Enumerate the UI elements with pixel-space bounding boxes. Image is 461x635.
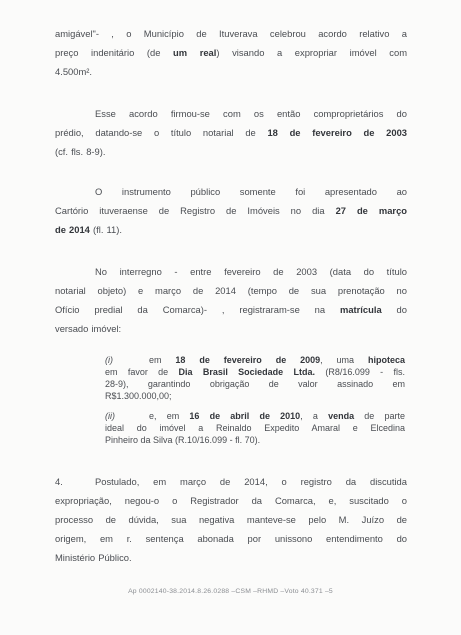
paragraph-4-line-1 <box>55 262 407 281</box>
text: amigável"- , o Município de Ituverava celebrou acordo relativo a <box>55 28 407 39</box>
bold-text: um real <box>173 47 217 58</box>
text: em favor de <box>105 367 179 377</box>
text: ideal do imóvel a Reinaldo Expedito Amaral e Elcedina <box>105 423 405 433</box>
paragraph-number: 4. <box>55 476 63 487</box>
list-item-ii-line-2 <box>105 422 405 434</box>
text: origem, em r. sentença abonada por unissono entendimento do <box>55 533 407 544</box>
paragraph-5-line-2 <box>55 491 407 510</box>
text: ) visando a expropriar imóvel com <box>216 47 408 58</box>
bold-text: venda <box>328 411 355 421</box>
text: No interregno - entre fevereiro de 2003 (data do título <box>95 266 407 277</box>
text: de parte <box>354 411 405 421</box>
bold-text: 18 de fevereiro de 2003 <box>267 127 407 138</box>
text: O instrumento público somente foi apresentado ao <box>95 186 407 197</box>
paragraph-1-line-3 <box>55 62 407 81</box>
paragraph-4-line-2 <box>55 281 407 300</box>
paragraph-2-line-2 <box>55 123 407 142</box>
paragraph-1-line-1 <box>55 24 407 43</box>
text: (R8/16.099 - fls. <box>315 367 405 377</box>
list-item-ii-line-3 <box>105 434 405 446</box>
paragraph-5-line-5 <box>55 548 407 567</box>
bold-text: 27 de março <box>335 205 408 216</box>
page-footer: Ap 0002140-38.2014.8.26.0288 –CSM –RHMD –Voto 40.371 –5 <box>128 588 333 595</box>
text: versado imóvel: <box>55 323 122 334</box>
text: (cf. fls. 8-9). <box>55 146 106 157</box>
list-item-i-line-2 <box>105 366 405 378</box>
paragraph-3-line-3 <box>55 220 407 239</box>
paragraph-5 <box>55 472 407 567</box>
text: Postulado, em março de 2014, o registro da discutida <box>95 476 407 487</box>
paragraph-5-line-4 <box>55 529 407 548</box>
bold-text: de 2014 <box>55 224 90 235</box>
paragraph-1-line-2 <box>55 43 407 62</box>
bold-text: 16 de abril de 2010 <box>189 411 301 421</box>
paragraph-1 <box>55 24 407 81</box>
text: e, em <box>149 411 190 421</box>
list-item-i <box>105 354 405 402</box>
text: preço indenitário (de <box>55 47 174 58</box>
item-number: (i) <box>105 355 113 365</box>
paragraph-4-line-3 <box>55 300 407 319</box>
text: Esse acordo firmou-se com os então comproprietários do <box>95 108 407 119</box>
text: Cartório ituveraense de Registro de Imóveis no dia <box>55 205 336 216</box>
paragraph-2-line-1 <box>55 104 407 123</box>
text: expropriação, negou-o o Registrador da Comarca, e, suscitado o <box>55 495 407 506</box>
paragraph-2 <box>55 104 407 161</box>
list-item-i-line-3 <box>105 378 405 390</box>
paragraph-4-line-4 <box>55 319 407 338</box>
bold-text: Dia Brasil Sociedade Ltda. <box>178 367 315 377</box>
bold-text: matrícula <box>339 304 382 315</box>
item-number: (ii) <box>105 411 115 421</box>
paragraph-3-line-1 <box>55 182 407 201</box>
text: R$1.300.000,00; <box>105 391 172 401</box>
text: do <box>381 304 407 315</box>
text: Pinheiro da Silva (R.10/16.099 - fl. 70). <box>105 435 261 445</box>
list-item-i-line-1 <box>105 354 405 366</box>
text: , a <box>300 411 329 421</box>
text: Ofício predial da Comarca)- , registraram-se na <box>55 304 340 315</box>
text: 4.500m². <box>55 66 92 77</box>
list-item-i-line-4 <box>105 390 405 402</box>
text: , uma <box>320 355 368 365</box>
bold-text: hipoteca <box>367 355 405 365</box>
paragraph-5-line-3 <box>55 510 407 529</box>
text: notarial objeto) e março de 2014 (tempo de sua prenotação no <box>55 285 407 296</box>
text: 28-9), garantindo obrigação de valor assinado em <box>105 379 405 389</box>
text: prédio, datando-se o título notarial de <box>55 127 268 138</box>
paragraph-5-line-1 <box>55 472 407 491</box>
text: Ministério Público. <box>55 552 132 563</box>
paragraph-3 <box>55 182 407 239</box>
list-item-ii-line-1 <box>105 410 405 422</box>
bold-text: 18 de fevereiro de 2009 <box>175 355 321 365</box>
list-item-ii <box>105 410 405 446</box>
text: em <box>149 355 176 365</box>
paragraph-4 <box>55 262 407 338</box>
text: processo de dúvida, sua negativa manteve-se pelo M. Juízo de <box>55 514 407 525</box>
text: (fl. 11). <box>89 224 122 235</box>
paragraph-3-line-2 <box>55 201 407 220</box>
paragraph-2-line-3 <box>55 142 407 161</box>
